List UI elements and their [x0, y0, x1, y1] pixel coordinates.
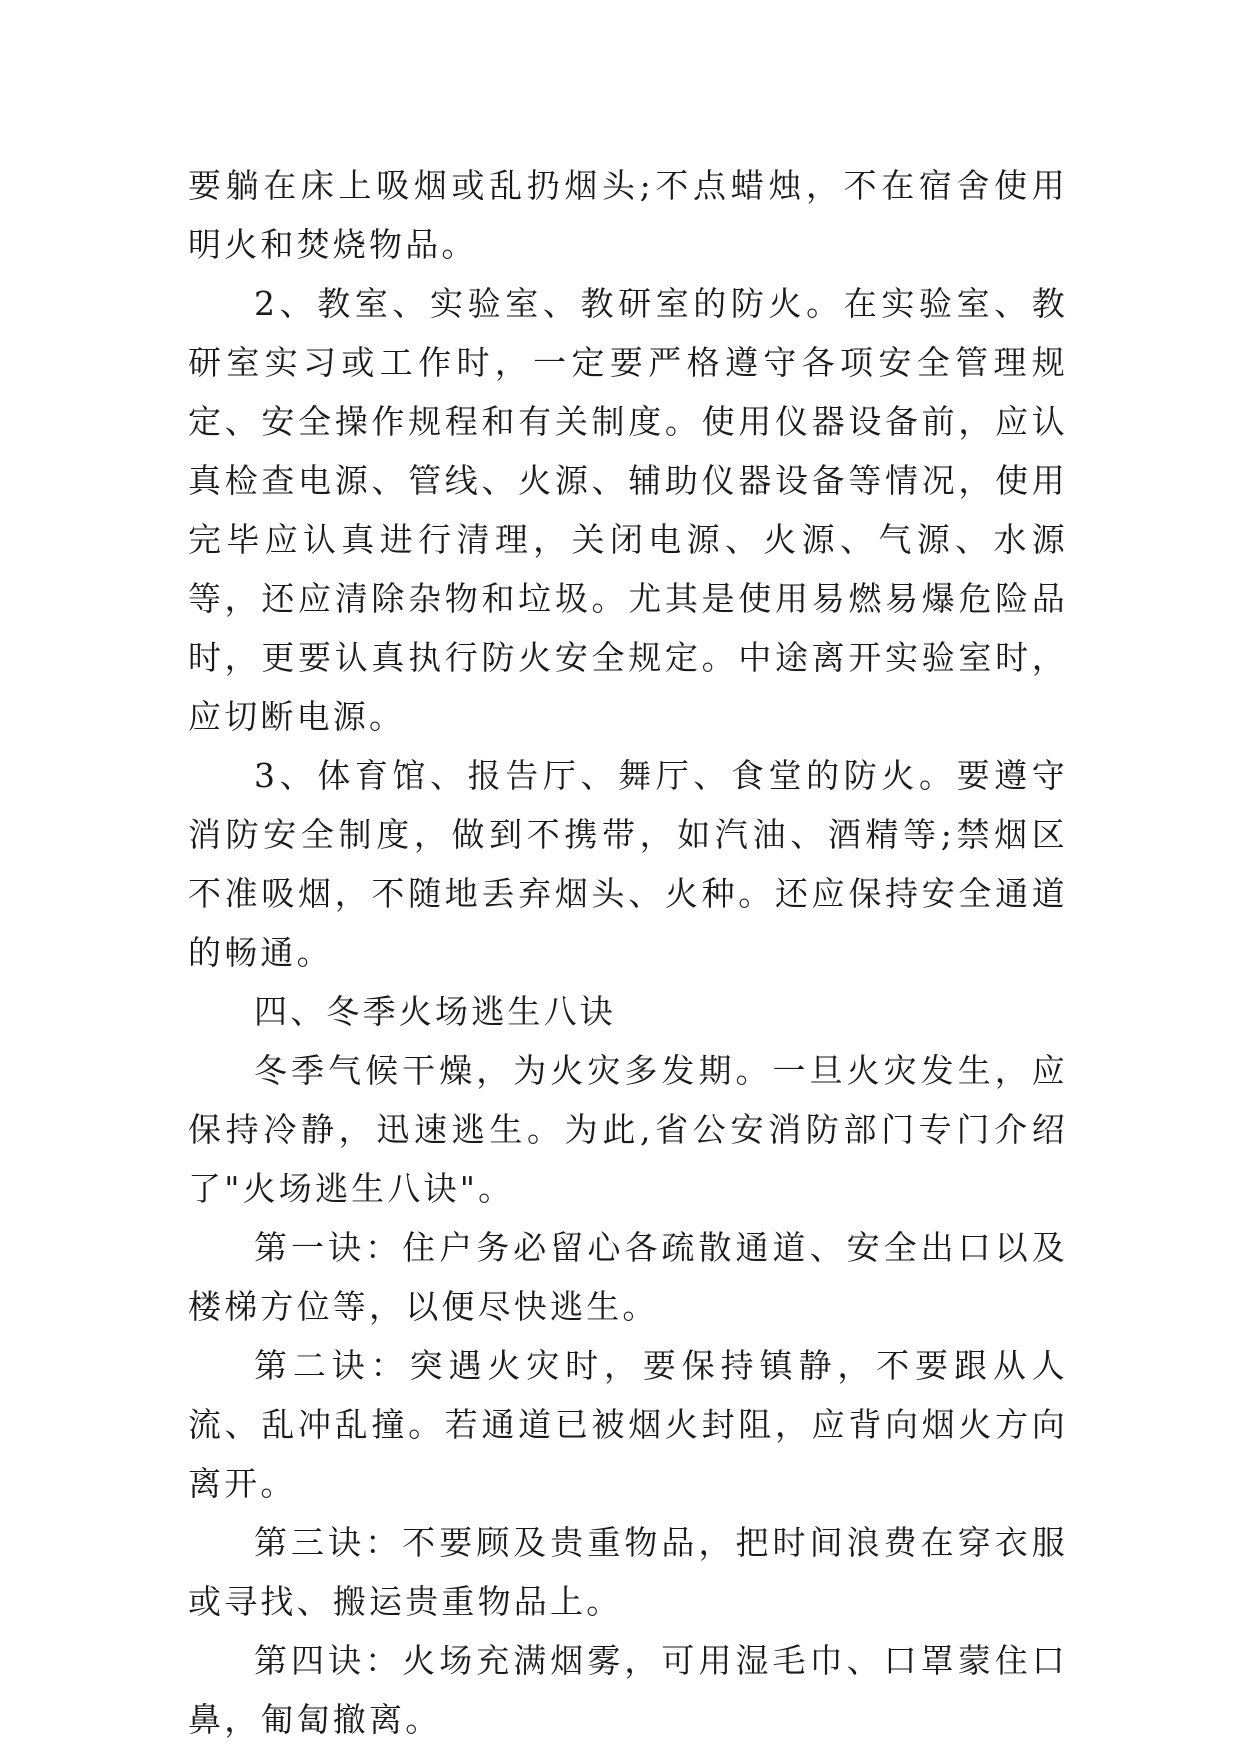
paragraph-gym-hall-fire: 3、体育馆、报告厅、舞厅、食堂的防火。要遵守消防安全制度，做到不携带，如汽油、酒精等;禁烟区不准吸烟，不随地丢弃烟头、火种。还应保持安全通道的畅通。	[188, 756, 1068, 972]
section-heading-winter-escape: 四、冬季火场逃生八诀	[254, 992, 616, 1031]
document-body	[188, 156, 1068, 1749]
paragraph-tip-4: 第四诀：火场充满烟雾，可用湿毛巾、口罩蒙住口鼻，匍匐撤离。	[188, 1641, 1068, 1739]
paragraph-dorm-fire-continued: 要躺在床上吸烟或乱扔烟头;不点蜡烛，不在宿舍使用明火和焚烧物品。	[188, 166, 1068, 264]
paragraph-tip-1: 第一诀：住户务必留心各疏散通道、安全出口以及楼梯方位等，以便尽快逃生。	[188, 1228, 1068, 1326]
paragraph-classroom-lab-fire: 2、教室、实验室、教研室的防火。在实验室、教研室实习或工作时，一定要严格遵守各项安全管理规定、安全操作规程和有关制度。使用仪器设备前，应认真检查电源、管线、火源、辅助仪器设备等情况，使用完毕应认真进行清理，关闭电源、火源、气源、水源等，还应清除杂物和垃圾。尤其是使用易燃易爆危险品时，更要认真执行防火安全规定。中途离开实验室时，应切断电源。	[188, 284, 1068, 736]
paragraph-tip-2: 第二诀：突遇火灾时，要保持镇静，不要跟从人流、乱冲乱撞。若通道已被烟火封阻，应背向烟火方向离开。	[188, 1346, 1068, 1503]
paragraph-winter-intro: 冬季气候干燥，为火灾多发期。一旦火灾发生，应保持冷静，迅速逃生。为此,省公安消防部门专门介绍了"火场逃生八诀"。	[188, 1051, 1068, 1208]
paragraph-tip-3: 第三诀：不要顾及贵重物品，把时间浪费在穿衣服或寻找、搬运贵重物品上。	[188, 1523, 1068, 1621]
